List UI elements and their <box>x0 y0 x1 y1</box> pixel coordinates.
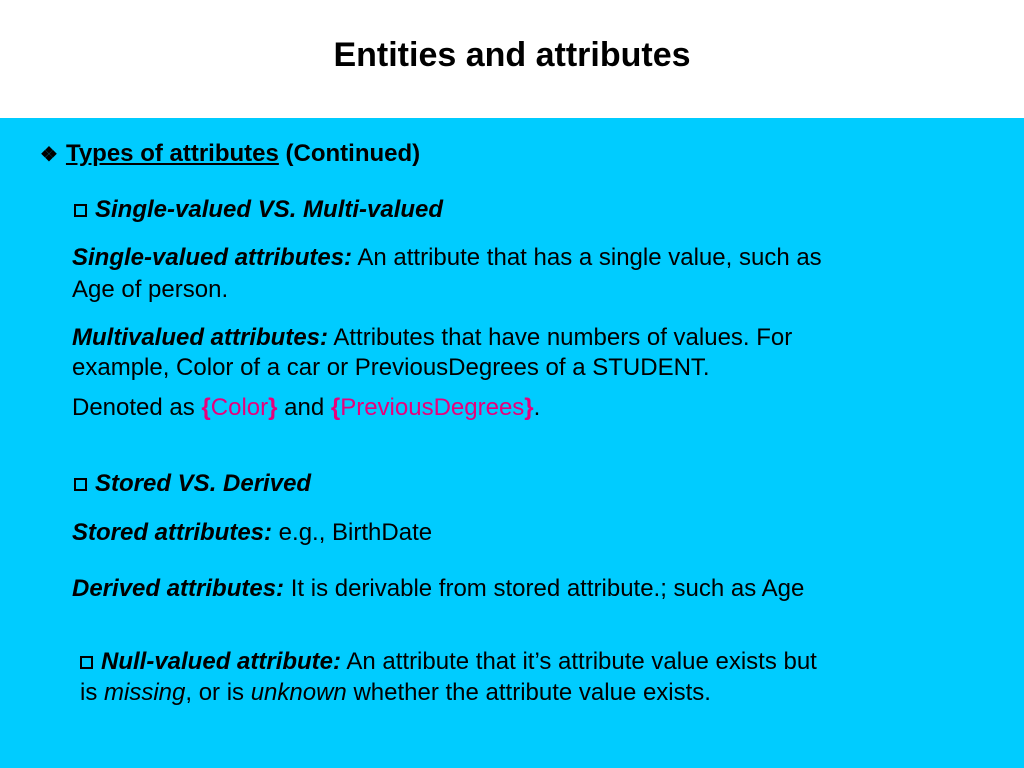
stored-def: e.g., BirthDate <box>272 519 433 546</box>
brace-close-2: } <box>524 394 534 421</box>
single-valued-line1 <box>72 243 822 273</box>
denoted-line <box>72 393 540 423</box>
denoted-and: and <box>277 394 331 421</box>
null-missing: missing <box>104 679 186 706</box>
single-multi-heading <box>74 195 443 225</box>
main-bullet-underlined: Types of attributes <box>65 140 279 167</box>
multi-valued-term: Multivalued attributes: <box>72 324 329 351</box>
null-line2-post: whether the attribute value exists. <box>346 679 711 706</box>
checkbox-bullet-icon <box>74 478 87 491</box>
single-valued-def1: An attribute that has a single value, such as <box>352 244 822 271</box>
brace-open-2: { <box>330 394 341 421</box>
checkbox-bullet-icon <box>80 656 93 669</box>
null-line2-pre: is <box>80 679 104 706</box>
stored-derived-heading-text: Stored VS. Derived <box>95 470 312 497</box>
multi-valued-def1: Attributes that have numbers of values. For <box>328 324 793 351</box>
denoted-color: Color <box>210 394 269 421</box>
main-bullet-rest: (Continued) <box>278 140 421 167</box>
stored-derived-heading <box>74 469 311 499</box>
checkbox-bullet-icon <box>74 204 87 217</box>
denoted-period: . <box>533 394 541 421</box>
multi-valued-line1 <box>72 323 792 353</box>
null-line2-mid: , or is <box>185 679 251 706</box>
denoted-prefix: Denoted as <box>72 394 202 421</box>
slide-title: Entities and attributes <box>333 36 691 74</box>
null-valued-line2 <box>80 678 711 708</box>
derived-def: It is derivable from stored attribute.; such as Age <box>284 575 805 602</box>
derived-term: Derived attributes: <box>72 575 285 602</box>
stored-line <box>72 518 432 548</box>
stored-term: Stored attributes: <box>72 519 273 546</box>
title-area <box>0 0 1024 118</box>
single-valued-line2: Age of person. <box>72 276 229 303</box>
diamond-bullet-icon: ❖ <box>40 144 58 166</box>
multi-valued-line2: example, Color of a car or PreviousDegrees of a STUDENT. <box>72 354 710 381</box>
brace-open-1: { <box>201 394 211 421</box>
derived-line <box>72 574 804 604</box>
brace-close-1: } <box>268 394 278 421</box>
content-area <box>0 118 1024 768</box>
main-bullet <box>40 139 420 170</box>
null-valued-line1 <box>80 647 817 677</box>
null-valued-def1: An attribute that it’s attribute value exists but <box>341 648 817 675</box>
null-unknown: unknown <box>250 679 347 706</box>
single-valued-term: Single-valued attributes: <box>72 244 353 271</box>
denoted-previous-degrees: PreviousDegrees <box>340 394 525 421</box>
single-multi-heading-text: Single-valued VS. Multi-valued <box>95 196 444 223</box>
null-valued-term: Null-valued attribute: <box>101 648 342 675</box>
